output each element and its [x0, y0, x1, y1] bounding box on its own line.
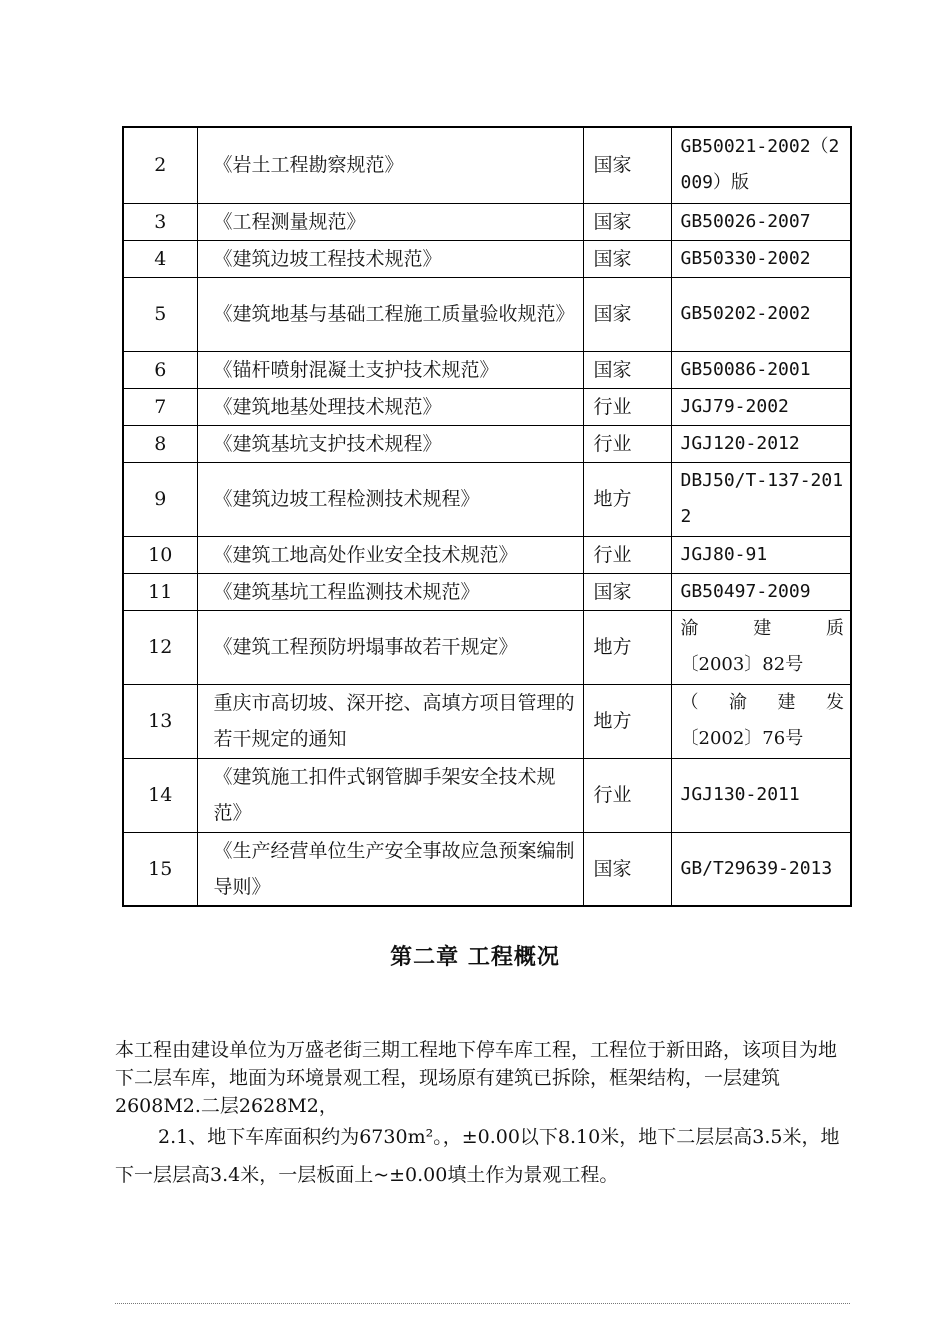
- standard-name: 《建筑工程预防坍塌事故若干规定》: [197, 610, 583, 684]
- standard-name: 《建筑工地高处作业安全技术规范》: [197, 536, 583, 573]
- standard-level: 地方: [583, 684, 671, 758]
- standard-level: 国家: [583, 832, 671, 906]
- row-number: 13: [123, 684, 197, 758]
- table-row: [123, 610, 851, 684]
- row-number: 6: [123, 351, 197, 388]
- standard-code: GB50330-2002: [671, 240, 851, 277]
- standard-level: 行业: [583, 536, 671, 573]
- project-area-paragraph: 2.1、地下车库面积约为6730m²。，±0.00以下8.10米，地下二层层高3.5米，地下一层层高3.4米，一层板面上~±0.00填土作为景观工程。: [115, 1126, 840, 1186]
- standard-code-line-2: 〔2003〕82号: [680, 654, 804, 675]
- standard-level: 地方: [583, 610, 671, 684]
- standard-level: 行业: [583, 758, 671, 832]
- row-number: 10: [123, 536, 197, 573]
- standard-level: 国家: [583, 127, 671, 203]
- standard-level: 国家: [583, 203, 671, 240]
- standard-name: 《建筑施工扣件式钢管脚手架安全技术规范》: [197, 758, 583, 832]
- row-number: 5: [123, 277, 197, 351]
- standard-code: GB50086-2001: [671, 351, 851, 388]
- standard-code: GB50021-2002（2009）版: [671, 127, 851, 203]
- standard-code: [671, 610, 851, 684]
- chapter-title: 第二章 工程概况: [390, 945, 560, 970]
- standards-table: [122, 126, 852, 907]
- standard-name: 《建筑地基与基础工程施工质量验收规范》: [197, 277, 583, 351]
- table-row: [123, 462, 851, 536]
- row-number: 8: [123, 425, 197, 462]
- project-overview-paragraph: 本工程由建设单位为万盛老街三期工程地下停车库工程，工程位于新田路，该项目为地下二层车库，地面为环境景观工程，现场原有建筑已拆除，框架结构，一层建筑2608M2.二层2628M2，: [115, 1039, 838, 1117]
- table-row: [123, 758, 851, 832]
- table-row: [123, 277, 851, 351]
- table-row: [123, 832, 851, 906]
- standard-level: 国家: [583, 573, 671, 610]
- standard-name: 《岩土工程勘察规范》: [197, 127, 583, 203]
- table-row: [123, 573, 851, 610]
- standard-code: JGJ130-2011: [671, 758, 851, 832]
- standard-level: 行业: [583, 388, 671, 425]
- standard-code: JGJ120-2012: [671, 425, 851, 462]
- row-number: 14: [123, 758, 197, 832]
- table-row: [123, 425, 851, 462]
- standard-level: 地方: [583, 462, 671, 536]
- table-row: [123, 203, 851, 240]
- standard-name: 《工程测量规范》: [197, 203, 583, 240]
- table-row: [123, 127, 851, 203]
- table-row: [123, 684, 851, 758]
- standard-level: 行业: [583, 425, 671, 462]
- standard-code: GB50202-2002: [671, 277, 851, 351]
- standard-name: 《建筑基坑工程监测技术规范》: [197, 573, 583, 610]
- standard-code: GB/T29639-2013: [671, 832, 851, 906]
- row-number: 12: [123, 610, 197, 684]
- table-row: [123, 240, 851, 277]
- row-number: 3: [123, 203, 197, 240]
- page-footer-divider: [115, 1303, 850, 1304]
- row-number: 9: [123, 462, 197, 536]
- standard-name: 重庆市高切坡、深开挖、高填方项目管理的若干规定的通知: [197, 684, 583, 758]
- standard-name: 《建筑边坡工程检测技术规程》: [197, 462, 583, 536]
- standard-level: 国家: [583, 351, 671, 388]
- code-text: 渝 建 质: [680, 618, 844, 639]
- row-number: 2: [123, 127, 197, 203]
- code-text: （ 渝 建 发: [680, 692, 844, 713]
- standard-code: JGJ80-91: [671, 536, 851, 573]
- standard-name: 《生产经营单位生产安全事故应急预案编制导则》: [197, 832, 583, 906]
- standard-code-line-2: 〔2002〕76号: [680, 728, 804, 749]
- table-row: [123, 536, 851, 573]
- table-row: [123, 351, 851, 388]
- standard-name: 《建筑基坑支护技术规程》: [197, 425, 583, 462]
- standard-name: 《建筑边坡工程技术规范》: [197, 240, 583, 277]
- standard-code: JGJ79-2002: [671, 388, 851, 425]
- standard-code: GB50026-2007: [671, 203, 851, 240]
- standard-level: 国家: [583, 240, 671, 277]
- row-number: 4: [123, 240, 197, 277]
- row-number: 15: [123, 832, 197, 906]
- standard-code: GB50497-2009: [671, 573, 851, 610]
- standard-code: DBJ50/T-137-2012: [671, 462, 851, 536]
- standard-name: 《建筑地基处理技术规范》: [197, 388, 583, 425]
- row-number: 7: [123, 388, 197, 425]
- row-number: 11: [123, 573, 197, 610]
- standard-level: 国家: [583, 277, 671, 351]
- standard-code: [671, 684, 851, 758]
- standard-name: 《锚杆喷射混凝土支护技术规范》: [197, 351, 583, 388]
- standard-code-line-1: [681, 685, 845, 721]
- table-row: [123, 388, 851, 425]
- standard-code-line-1: [681, 611, 845, 647]
